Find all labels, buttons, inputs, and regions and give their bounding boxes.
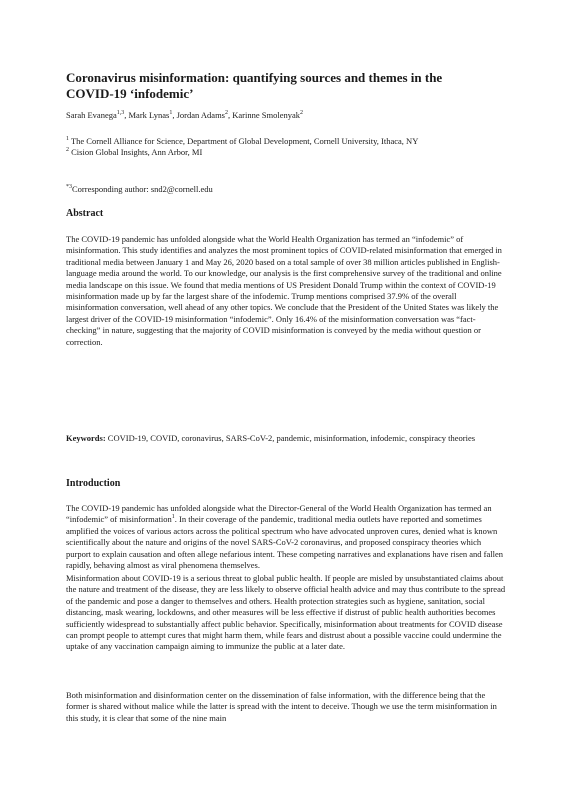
affiliation: $^2$ Cision Global Insights, Ann Arbor, MI [66, 147, 203, 157]
affiliations [66, 136, 496, 158]
keywords [66, 433, 506, 444]
intro-paragraph-1: The COVID-19 pandemic has unfolded alongside what the Director-General of the World Health Organization has termed an “infodemic” of misinformation$^1$. In their coverage of the pandemic, traditional media outlets have reported and sometimes amplified the voices of various actors across the political spectrum who have advocated unproven cures, denied what is known scientifically about the nature and origins of the novel SARS-CoV-2 coronavirus, and proposed conspiracy theories which purport to explain causation and often allege nefarious intent. These competing narratives and explanations have risen and fallen rapidly, behaving almost as viral phenomena themselves. [66, 503, 503, 571]
abstract-heading: Abstract [66, 208, 104, 219]
intro-paragraph-2: Misinformation about COVID-19 is a serious threat to global public health. If people are misled by unsubstantiated claims about the nature and treatment of the disease, they are less likely to observe official health advice and may thus contribute to the spread of the pandemic and pose a danger to themselves and others. Health protection strategies such as hygiene, sanitation, social distancing, mask wearing, lockdowns, and other measures will be less effective if distrust of public health authorities becomes sufficiently widespread to substantially affect public behavior. Specifically, misinformation about treatments for COVID disease can prompt people to attempt cures that might harm them, while fears and distrust about a possible vaccine could undermine the uptake of any vaccination campaign aiming to immunize the public at a later date. [66, 573, 506, 652]
author: Jordan Adams$^2$, [176, 110, 233, 120]
introduction-heading: Introduction [66, 478, 121, 489]
paper-title: Coronavirus misinformation: quantifying sources and themes in the COVID-19 ‘infodemic’ [66, 70, 443, 101]
corresponding-author: $^{*3}$Corresponding author: snd2@cornell.edu [66, 184, 213, 194]
abstract-text: The COVID-19 pandemic has unfolded alongside what the World Health Organization has termed an “infodemic” of misinformation. This study identifies and analyzes the most prominent topics of COVID-related misinformation that emerged in traditional media between January 1 and May 26, 2020 based on a total sample of over 38 million articles published in English-language media around the world. To our knowledge, our analysis is the first comprehensive survey of the traditional and online media landscape on this issue. We found that media mentions of US President Donald Trump within the context of COVID-19 misinformation made up by far the largest share of the infodemic. Trump mentions comprised 37.9% of the overall misinformation conversation, well ahead of any other topics. We conclude that the President of the United States was likely the largest driver of the COVID-19 misinformation “infodemic”. Only 16.4% of the misinformation conversation was “fact-checking” in nature, suggesting that the majority of COVID misinformation is conveyed by the media without question or correction. [66, 234, 502, 347]
author-list [66, 110, 506, 121]
keywords-list: COVID-19, COVID, coronavirus, SARS-CoV-2, pandemic, misinformation, infodemic, conspiracy theories [105, 433, 476, 443]
affiliation: $^1$ The Cornell Alliance for Science, Department of Global Development, Cornell University, Ithaca, NY [66, 136, 419, 146]
author: Sarah Evanega$^{1,3}$, [66, 110, 129, 120]
author: Karinne Smolenyak$^2$ [232, 110, 303, 120]
keywords-label: Keywords: [66, 433, 106, 443]
intro-paragraph-3: Both misinformation and disinformation center on the dissemination of false information, with the difference being that the former is shared without malice while the latter is spread with the intent to deceive. Though we use the term misinformation in this study, it is clear that some of the nine main [66, 690, 497, 723]
author: Mark Lynas$^1$, [128, 110, 177, 120]
